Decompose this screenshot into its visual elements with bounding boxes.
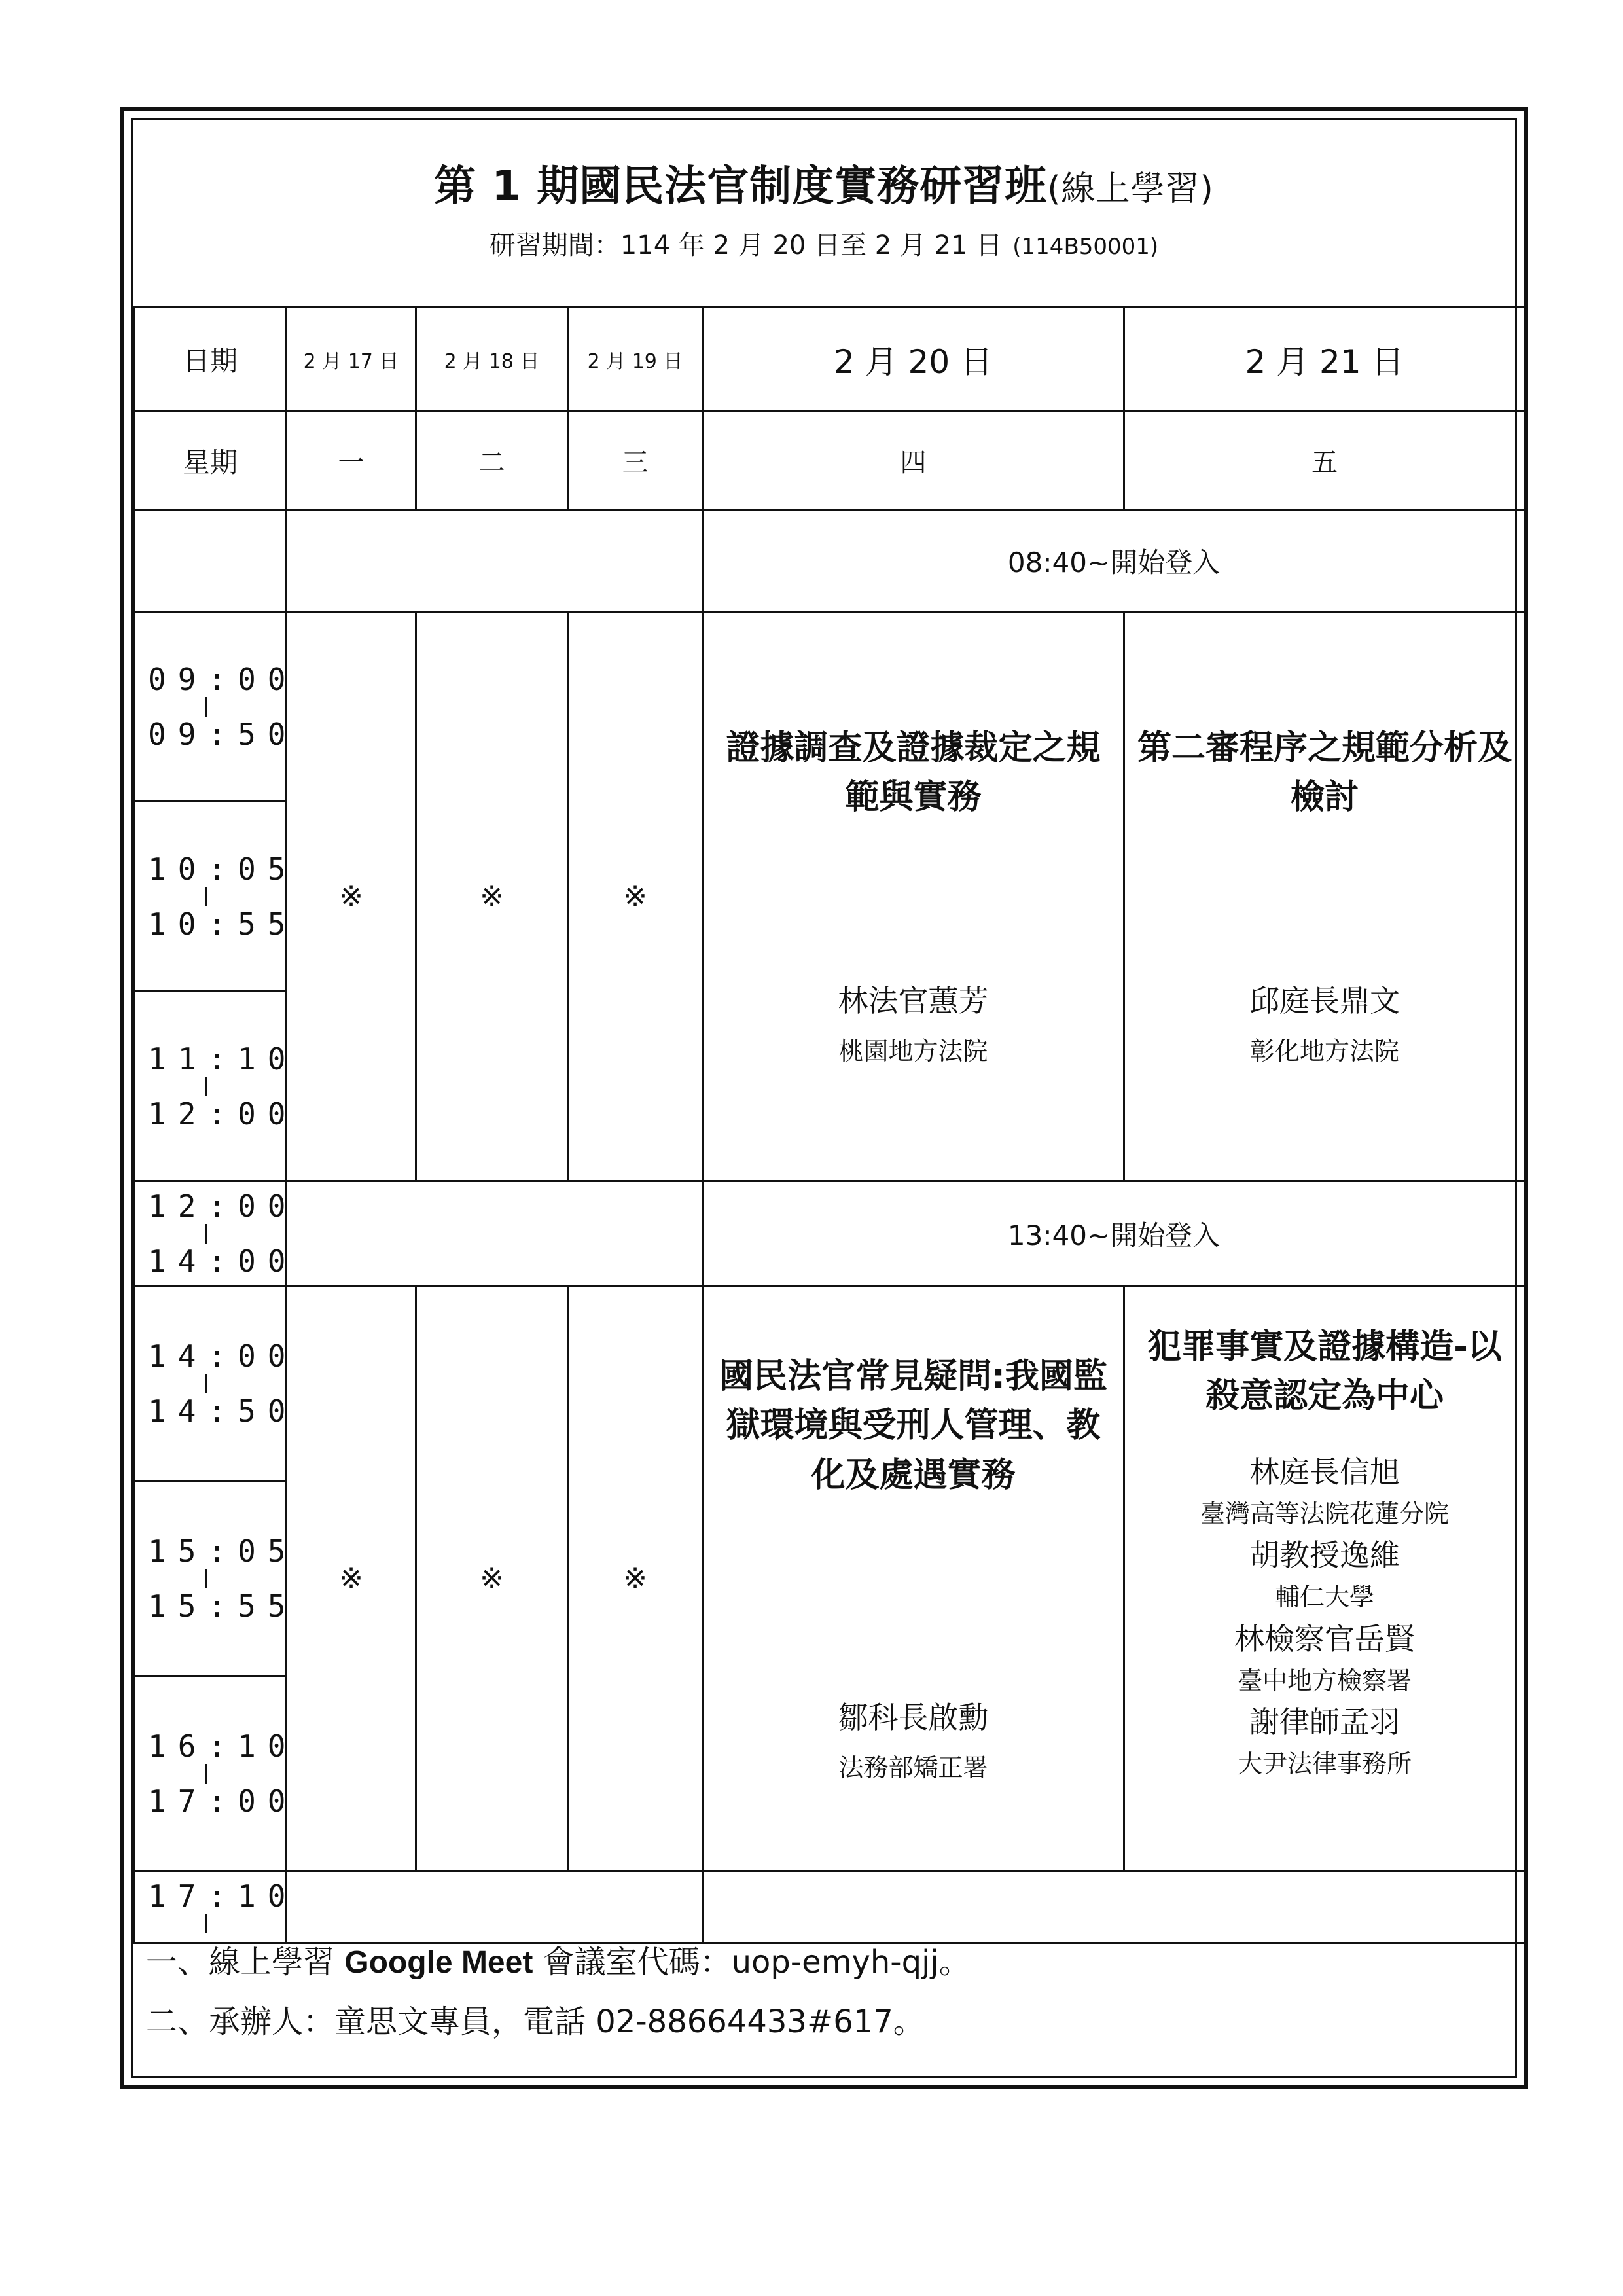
course-cell-feb20-am [703, 612, 1124, 1181]
time-slot: 09:00 09:50 [134, 612, 287, 802]
time-slot: 12:00 14:00 [134, 1181, 287, 1286]
course-cell-feb20-pm [703, 1286, 1124, 1871]
weekday-cell: 一 [287, 411, 416, 511]
speaker-name: 邱庭長鼎文 [1249, 983, 1400, 1018]
speaker-org: 大尹法律事務所 [1237, 1749, 1412, 1779]
weekday-cell: 五 [1124, 411, 1525, 511]
course-cell-feb21-am [1124, 612, 1525, 1181]
weekday-label: 星期 [134, 411, 287, 511]
course-code: (114B50001) [1012, 234, 1159, 260]
empty-cell [287, 1181, 703, 1286]
period-text: 研習期間：114 年 2 月 20 日至 2 月 21 日 [489, 230, 1003, 260]
speaker-org: 彰化地方法院 [1249, 1037, 1399, 1066]
time-slot: 10:05 10:55 [134, 802, 287, 992]
speaker-org: 輔仁大學 [1274, 1583, 1374, 1612]
page-title [133, 152, 1515, 213]
course-cell-feb21-pm [1124, 1286, 1525, 1871]
empty-cell [134, 511, 287, 612]
speaker-org: 臺中地方檢察署 [1237, 1666, 1412, 1695]
no-class-mark: ※ [287, 1286, 416, 1871]
date-label: 日期 [134, 308, 287, 411]
morning-login-row [134, 511, 1525, 612]
no-class-mark: ※ [287, 612, 416, 1181]
note-line-1: 一、線上學習 Google Meet 會議室代碼：uop-emyh-qjj。 [146, 1944, 971, 1981]
empty-cell [287, 511, 703, 612]
course-title: 第二審程序之規範分析及檢討 [1137, 728, 1512, 817]
date-cell: 2 月 21 日 [1124, 308, 1525, 411]
date-cell: 2 月 17 日 [287, 308, 416, 411]
time-slot: 16:10 17:00 [134, 1676, 287, 1871]
no-class-mark: ※ [568, 1286, 703, 1871]
empty-cell [287, 1871, 703, 1943]
title-text: 第 1 期國民法官制度實務研習班 [434, 162, 1048, 211]
speaker-name: 鄒科長啟勳 [838, 1700, 989, 1735]
study-period [133, 224, 1515, 262]
morning-login: 08:40~開始登入 [703, 511, 1525, 612]
empty-cell [703, 1871, 1525, 1943]
speaker-name: 林法官蕙芳 [838, 983, 989, 1018]
date-cell: 2 月 20 日 [703, 308, 1124, 411]
speaker-name: 林庭長信旭 [1249, 1454, 1400, 1490]
date-cell: 2 月 19 日 [568, 308, 703, 411]
notes [146, 1933, 971, 2051]
title-suffix: (線上學習) [1047, 170, 1214, 209]
speaker-org: 桃園地方法院 [838, 1037, 988, 1066]
speaker-name: 謝律師孟羽 [1249, 1704, 1400, 1740]
time-slot: 15:05 15:55 [134, 1481, 287, 1676]
lunch-row [134, 1181, 1525, 1286]
weekday-cell: 二 [416, 411, 568, 511]
session-row [134, 1286, 1525, 1481]
weekday-row [134, 411, 1525, 511]
course-title: 國民法官常見疑問:我國監獄環境與受刑人管理、教化及處遇實務 [719, 1357, 1107, 1495]
schedule-table [133, 306, 1526, 1944]
no-class-mark: ※ [568, 612, 703, 1181]
date-cell: 2 月 18 日 [416, 308, 568, 411]
speaker-org: 法務部矯正署 [838, 1753, 988, 1782]
speaker-name: 胡教授逸維 [1249, 1537, 1400, 1573]
schedule-sheet [120, 107, 1528, 2089]
weekday-cell: 四 [703, 411, 1124, 511]
course-title: 犯罪事實及證據構造-以殺意認定為中心 [1147, 1327, 1502, 1416]
app-name: Google Meet [344, 1945, 533, 1980]
no-class-mark: ※ [416, 1286, 568, 1871]
note-line-2: 二、承辦人：童思文專員，電話 02-88664433#617。 [146, 2003, 925, 2040]
schedule-frame [131, 118, 1517, 2078]
session-row [134, 612, 1525, 802]
end-row [134, 1871, 1525, 1943]
no-class-mark: ※ [416, 612, 568, 1181]
time-slot: 14:00 14:50 [134, 1286, 287, 1481]
course-title: 證據調查及證據裁定之規範與實務 [726, 728, 1101, 817]
afternoon-login: 13:40~開始登入 [703, 1181, 1525, 1286]
date-row [134, 308, 1525, 411]
time-slot: 17:10 [134, 1871, 287, 1943]
speaker-list [1125, 1450, 1524, 1784]
weekday-cell: 三 [568, 411, 703, 511]
speaker-org: 臺灣高等法院花蓮分院 [1200, 1499, 1449, 1528]
time-slot: 11:10 12:00 [134, 992, 287, 1181]
speaker-name: 林檢察官岳賢 [1234, 1621, 1415, 1657]
